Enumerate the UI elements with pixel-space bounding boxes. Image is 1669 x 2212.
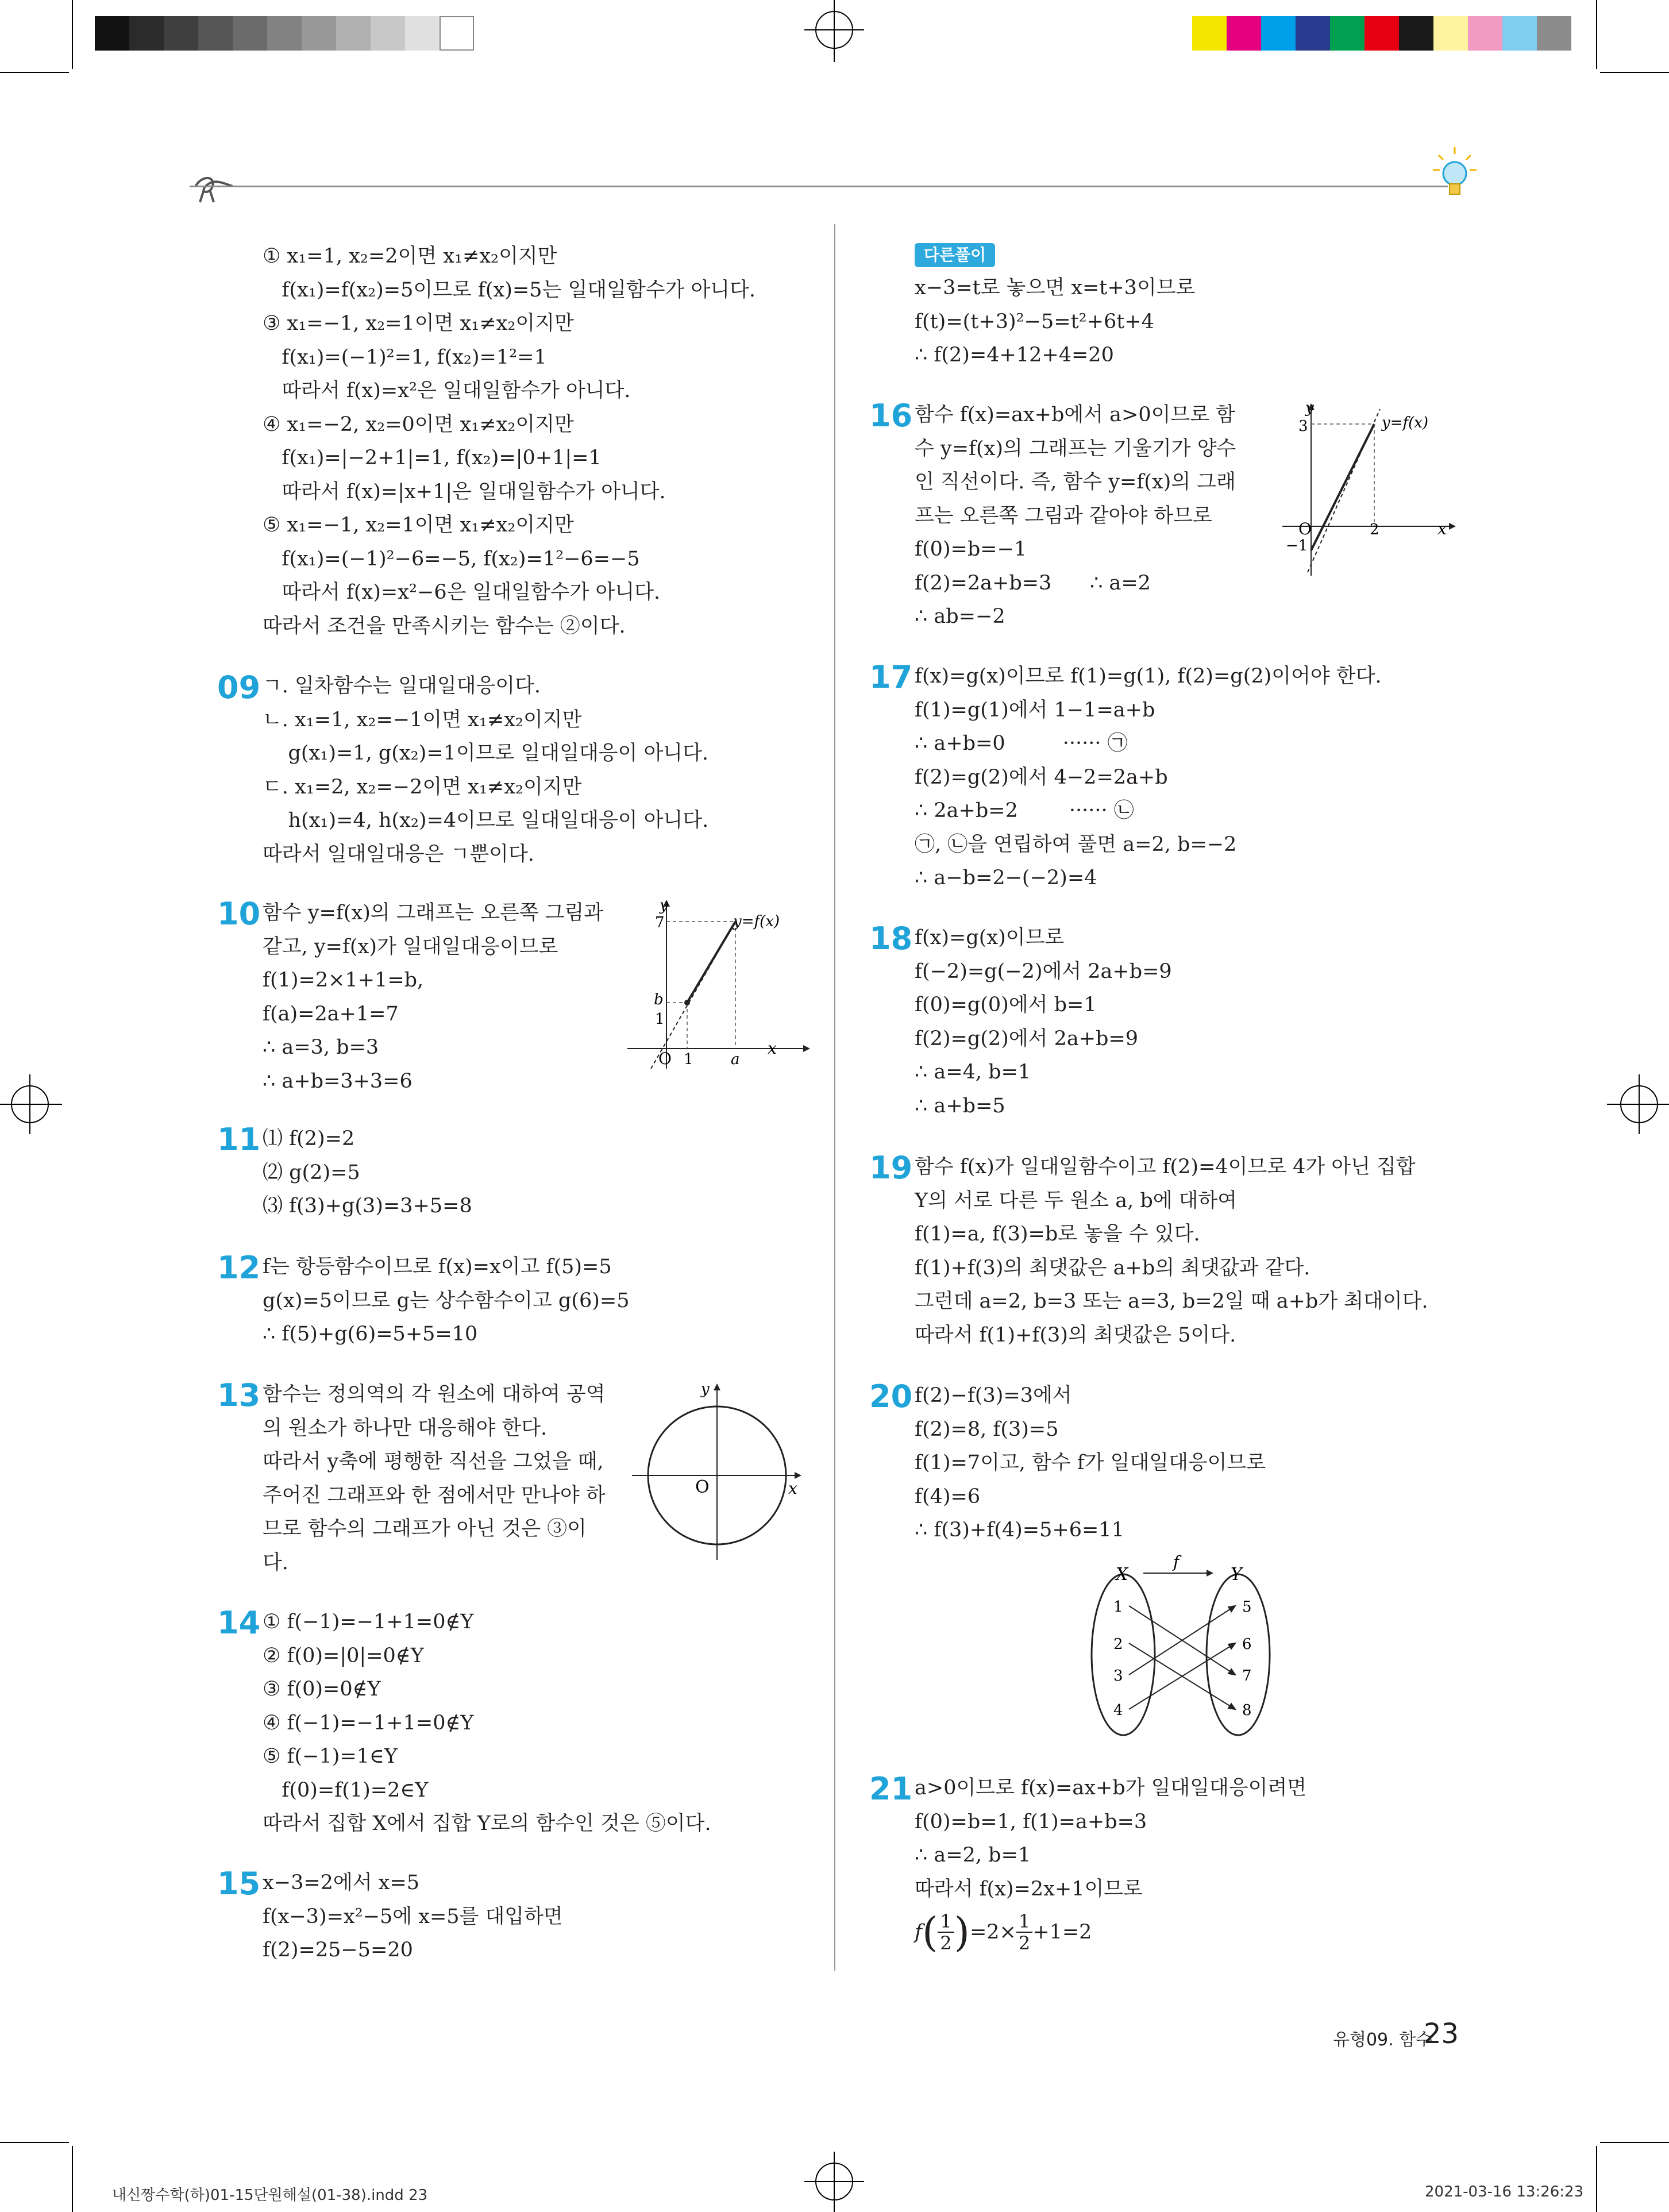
solution-line: f(1)=7이고, 함수 f가 일대일대응이므로 xyxy=(915,1451,1266,1474)
q16-solution xyxy=(915,398,1236,634)
color-swatch xyxy=(1192,16,1227,51)
numerator: 1 xyxy=(1016,1911,1032,1933)
solution-line: ⑤ f(−1)=1∈Y xyxy=(263,1745,398,1768)
arrow-head xyxy=(1228,1643,1235,1649)
color-swatch xyxy=(233,16,267,51)
color-swatch xyxy=(129,16,164,51)
color-swatch xyxy=(1365,16,1399,51)
solution-line: ∴ a=3, b=3 xyxy=(263,1036,379,1059)
fraction xyxy=(1016,1911,1032,1953)
solution-line: f(4)=6 xyxy=(915,1485,981,1508)
color-swatch xyxy=(1330,16,1365,51)
solution-line: 같고, y=f(x)가 일대일대응이므로 xyxy=(263,935,558,958)
solution-line: f(x)=g(x)이므로 xyxy=(915,926,1065,949)
crop-mark xyxy=(0,72,69,73)
solution-line: f(x₁)=|−2+1|=1, f(x₂)=|0+1|=1 xyxy=(263,446,602,469)
set-label-y: Y xyxy=(1231,1564,1242,1585)
footer-filename: 내신짱수학(하)01-15단원해설(01-38).indd 23 xyxy=(112,2187,428,2204)
solution-line: f(x₁)=(−1)²−6=−5, f(x₂)=1²−6=−5 xyxy=(263,547,640,571)
color-swatch xyxy=(1261,16,1296,51)
result: +1=2 xyxy=(1032,1921,1092,1944)
solution-line: ∴ a+b=3+3=6 xyxy=(263,1069,413,1093)
solution-line: ∴ a+b=0 ······ ㉠ xyxy=(915,732,1128,755)
solution-line: 주어진 그래프와 한 점에서만 만나야 하 xyxy=(263,1483,606,1507)
question-number: 20 xyxy=(869,1378,913,1415)
numerator: 1 xyxy=(938,1911,954,1933)
q19-solution xyxy=(915,1150,1428,1352)
origin-label: O xyxy=(658,1049,672,1068)
alternate-solution xyxy=(915,271,1195,372)
q12-solution xyxy=(263,1250,630,1351)
tick-label: a xyxy=(731,1051,740,1068)
axis-label-x: x xyxy=(768,1039,777,1058)
set-label-x: X xyxy=(1116,1564,1128,1585)
domain-element: 1 xyxy=(1113,1598,1123,1616)
solution-line: ∴ f(3)+f(4)=5+6=11 xyxy=(915,1519,1124,1542)
solution-line: ① f(−1)=−1+1=0∉Y xyxy=(263,1610,474,1633)
fraction xyxy=(938,1911,954,1953)
solution-line: f(2)=25−5=20 xyxy=(263,1939,413,1961)
solution-line: f(0)=g(0)에서 b=1 xyxy=(915,993,1097,1016)
q09-solution xyxy=(263,669,708,871)
crop-mark xyxy=(0,2142,69,2143)
solution-line: a>0이므로 f(x)=ax+b가 일대일대응이려면 xyxy=(915,1776,1307,1799)
domain-element: 4 xyxy=(1113,1702,1123,1719)
solution-line: f(1)=g(1)에서 1−1=a+b xyxy=(915,698,1155,722)
color-swatch xyxy=(1537,16,1571,51)
codomain-element: 7 xyxy=(1242,1667,1252,1685)
color-swatch xyxy=(1227,16,1261,51)
domain-element: 2 xyxy=(1113,1636,1123,1653)
crop-mark xyxy=(1596,0,1597,69)
curve-label: y=f(x) xyxy=(733,913,780,930)
question-number: 14 xyxy=(217,1605,261,1641)
color-swatch xyxy=(405,16,440,51)
solution-line: ∴ a−b=2−(−2)=4 xyxy=(915,866,1097,889)
color-swatch xyxy=(1399,16,1433,51)
color-swatch xyxy=(95,16,129,51)
question-number: 19 xyxy=(869,1150,913,1186)
solution-line: ∴ f(2)=4+12+4=20 xyxy=(915,344,1114,367)
solution-line: f(x₁)=f(x₂)=5이므로 f(x)=5는 일대일함수가 아니다. xyxy=(263,278,756,302)
color-swatch xyxy=(1468,16,1502,51)
solution-line: f(x−3)=x²−5에 x=5를 대입하면 xyxy=(263,1905,563,1928)
color-swatch xyxy=(1502,16,1537,51)
solution-line: f(x)=g(x)이므로 f(1)=g(1), f(2)=g(2)이어야 한다. xyxy=(915,665,1382,688)
solution-line: f(1)+f(3)의 최댓값은 a+b의 최댓값과 같다. xyxy=(915,1256,1310,1280)
solution-line: ⑴ f(2)=2 xyxy=(263,1127,355,1150)
solution-line: f는 항등함수이므로 f(x)=x이고 f(5)=5 xyxy=(263,1255,612,1278)
curve-label: y=f(x) xyxy=(1382,414,1429,431)
alternate-solution-tag: 다른풀이 xyxy=(915,243,995,267)
lightbulb-icon xyxy=(1432,144,1478,207)
solution-line: f(a)=2a+1=7 xyxy=(263,1002,399,1026)
solution-line: 다. xyxy=(263,1551,288,1574)
question-number: 21 xyxy=(869,1771,913,1807)
solution-line: f(2)=8, f(3)=5 xyxy=(915,1417,1059,1441)
solution-line: ㄷ. x₁=2, x₂=−2이면 x₁≠x₂이지만 xyxy=(263,775,582,799)
solution-line: ⑤ x₁=−1, x₂=1이면 x₁≠x₂이지만 xyxy=(263,514,574,537)
solution-line: ④ x₁=−2, x₂=0이면 x₁≠x₂이지만 xyxy=(263,413,574,436)
solution-line: ⑵ g(2)=5 xyxy=(263,1161,360,1184)
color-swatch xyxy=(302,16,336,51)
color-swatch xyxy=(1433,16,1468,51)
column-divider xyxy=(834,224,835,1971)
header-rule xyxy=(190,186,1448,187)
solution-line: 그런데 a=2, b=3 또는 a=3, b=2일 때 a+b가 최대이다. xyxy=(915,1290,1428,1313)
page-label: 유형09. 함수 xyxy=(1333,2030,1433,2050)
q16-graph xyxy=(1275,396,1465,580)
crop-mark xyxy=(1600,2142,1669,2143)
q10-solution xyxy=(263,896,603,1098)
solution-line: 따라서 f(1)+f(3)의 최댓값은 5이다. xyxy=(915,1323,1236,1347)
q14-solution xyxy=(263,1605,711,1841)
solution-line: ∴ 2a+b=2 ······ ㉡ xyxy=(915,799,1134,822)
solution-line: f(1)=2×1+1=b, xyxy=(263,969,424,992)
arrow-head xyxy=(1228,1669,1235,1675)
page-number: 23 xyxy=(1424,2018,1459,2050)
solution-line: 따라서 f(x)=x²−6은 일대일함수가 아니다. xyxy=(263,581,661,604)
solution-line: x−3=2에서 x=5 xyxy=(263,1871,420,1894)
tick-label: 7 xyxy=(655,914,665,931)
color-swatch xyxy=(267,16,302,51)
solution-line: ∴ f(5)+g(6)=5+5=10 xyxy=(263,1323,478,1346)
solution-line: 따라서 f(x)=x²은 일대일함수가 아니다. xyxy=(263,379,631,402)
solution-line: 따라서 f(x)=|x+1|은 일대일함수가 아니다. xyxy=(263,480,666,503)
question-number: 15 xyxy=(217,1866,261,1902)
solution-line: ② f(0)=|0|=0∉Y xyxy=(263,1644,424,1667)
func-name: f xyxy=(915,1921,922,1944)
solution-line: f(2)=g(2)에서 2a+b=9 xyxy=(915,1027,1139,1050)
axis-label-x: x xyxy=(1437,519,1447,538)
solution-line: f(0)=f(1)=2∈Y xyxy=(263,1778,429,1802)
q18-solution xyxy=(915,921,1172,1123)
tick-label: b xyxy=(654,991,664,1008)
equals-two-times: =2× xyxy=(969,1921,1016,1944)
q13-graph xyxy=(626,1379,810,1563)
q17-solution xyxy=(915,660,1382,895)
q11-solution xyxy=(263,1122,472,1223)
color-swatch xyxy=(198,16,233,51)
question-number: 12 xyxy=(217,1250,261,1286)
solution-line: x−3=t로 놓으면 x=t+3이므로 xyxy=(915,276,1196,299)
solution-line: 프는 오른쪽 그림과 같아야 하므로 xyxy=(915,504,1212,527)
solution-line: f(2)−f(3)=3에서 xyxy=(915,1384,1072,1407)
solution-line: ㉠, ㉡을 연립하여 풀면 a=2, b=−2 xyxy=(915,833,1237,856)
denominator: 2 xyxy=(1018,1932,1031,1954)
solution-line: f(0)=b=1, f(1)=a+b=3 xyxy=(915,1810,1147,1833)
axis-label-y: y xyxy=(1305,399,1314,417)
q20-solution xyxy=(915,1379,1266,1547)
solution-line: f(2)=2a+b=3 ∴ a=2 xyxy=(915,571,1151,595)
registration-mark xyxy=(804,2152,865,2212)
solution-line: f(0)=b=−1 xyxy=(915,538,1027,561)
solution-line: 의 원소가 하나만 대응해야 한다. xyxy=(263,1416,548,1440)
solution-line: f(−2)=g(−2)에서 2a+b=9 xyxy=(915,959,1172,983)
q10-graph xyxy=(620,896,816,1074)
q21-final-expression xyxy=(915,1906,1092,1958)
color-swatch xyxy=(440,16,474,51)
color-swatch xyxy=(371,16,405,51)
solution-line: 수 y=f(x)의 그래프는 기울기가 양수 xyxy=(915,437,1236,460)
origin-label: O xyxy=(695,1477,710,1497)
origin-label: O xyxy=(1298,519,1312,538)
solution-line: 따라서 y축에 평행한 직선을 그었을 때, xyxy=(263,1450,604,1473)
axis-label-y: y xyxy=(701,1381,710,1398)
tick-label: −1 xyxy=(1286,537,1308,554)
solution-line: 인 직선이다. 즉, 함수 y=f(x)의 그래 xyxy=(915,471,1236,494)
solution-line: Y의 서로 다른 두 원소 a, b에 대하여 xyxy=(915,1189,1238,1212)
codomain-element: 8 xyxy=(1242,1702,1252,1719)
q15-solution xyxy=(263,1866,563,1967)
solution-line: g(x₁)=1, g(x₂)=1이므로 일대일대응이 아니다. xyxy=(263,742,709,765)
q20-mapping-diagram xyxy=(1080,1551,1287,1747)
question-number: 09 xyxy=(217,669,261,706)
denominator: 2 xyxy=(940,1932,952,1954)
solution-line: 따라서 일대일대응은 ㄱ뿐이다. xyxy=(263,842,534,866)
question-number: 11 xyxy=(217,1122,261,1158)
question-number: 18 xyxy=(869,920,913,957)
registration-mark xyxy=(1607,1074,1669,1135)
paren-close: ) xyxy=(954,1909,970,1956)
color-swatch xyxy=(164,16,198,51)
solution-line: ∴ a+b=5 xyxy=(915,1094,1005,1117)
solution-line: 함수 f(x)가 일대일함수이고 f(2)=4이므로 4가 아닌 집합 xyxy=(915,1155,1416,1178)
tick-label: 3 xyxy=(1298,418,1308,435)
solution-line: ③ x₁=−1, x₂=1이면 x₁≠x₂이지만 xyxy=(263,312,574,335)
arrow-head xyxy=(1228,1704,1235,1709)
question-number: 13 xyxy=(217,1377,261,1413)
footer-timestamp: 2021-03-16 13:26:23 xyxy=(1425,2183,1584,2201)
registration-mark xyxy=(804,0,865,63)
q08-continued xyxy=(263,240,756,643)
domain-element: 3 xyxy=(1113,1667,1123,1685)
solution-line: ④ f(−1)=−1+1=0∉Y xyxy=(263,1711,474,1735)
solution-line: ∴ a=2, b=1 xyxy=(915,1844,1031,1867)
solution-line: 따라서 조건을 만족시키는 함수는 ②이다. xyxy=(263,614,626,638)
solution-line: 함수 f(x)=ax+b에서 a>0이므로 함 xyxy=(915,403,1235,426)
solution-line: ∴ a=4, b=1 xyxy=(915,1061,1031,1084)
solution-line: ㄴ. x₁=1, x₂=−1이면 x₁≠x₂이지만 xyxy=(263,708,582,731)
question-number: 16 xyxy=(869,398,913,434)
codomain-element: 6 xyxy=(1242,1636,1252,1653)
arrow-head xyxy=(1228,1606,1235,1612)
tick-label: 1 xyxy=(655,1011,665,1028)
solution-line: f(2)=g(2)에서 4−2=2a+b xyxy=(915,765,1168,789)
solution-line: 따라서 집합 X에서 집합 Y로의 함수인 것은 ⑤이다. xyxy=(263,1812,711,1835)
solution-line: h(x₁)=4, h(x₂)=4이므로 일대일대응이 아니다. xyxy=(263,809,709,832)
function-label: f xyxy=(1173,1552,1180,1571)
solution-line: f(1)=a, f(3)=b로 놓을 수 있다. xyxy=(915,1223,1200,1246)
solution-line: f(x₁)=(−1)²=1, f(x₂)=1²=1 xyxy=(263,345,547,369)
solution-line: ⑶ f(3)+g(3)=3+5=8 xyxy=(263,1194,472,1217)
color-swatch xyxy=(1296,16,1330,51)
tick-label: 1 xyxy=(684,1051,693,1068)
solution-line: ㄱ. 일차함수는 일대일대응이다. xyxy=(263,675,541,697)
codomain-element: 5 xyxy=(1242,1598,1252,1616)
solution-line: g(x)=5이므로 g는 상수함수이고 g(6)=5 xyxy=(263,1289,630,1312)
solution-line: 함수 y=f(x)의 그래프는 오른쪽 그림과 xyxy=(263,901,604,924)
tick-label: 2 xyxy=(1370,521,1379,538)
crop-mark xyxy=(1600,72,1669,73)
crop-mark xyxy=(72,2146,73,2212)
solution-line: 므로 함수의 그래프가 아닌 것은 ③이 xyxy=(263,1517,587,1540)
solution-line: 함수는 정의역의 각 원소에 대하여 공역 xyxy=(263,1383,606,1406)
q21-solution xyxy=(915,1771,1306,1906)
color-swatch xyxy=(336,16,371,51)
question-number: 10 xyxy=(217,896,261,932)
axis-label-y: y xyxy=(660,897,668,914)
solution-line: f(t)=(t+3)²−5=t²+6t+4 xyxy=(915,310,1154,333)
solution-line: ∴ ab=−2 xyxy=(915,605,1005,628)
crop-mark xyxy=(1596,2146,1597,2212)
solution-line: ① x₁=1, x₂=2이면 x₁≠x₂이지만 xyxy=(263,245,557,268)
crop-mark xyxy=(72,0,73,69)
q13-solution xyxy=(263,1378,606,1579)
question-number: 17 xyxy=(869,659,913,695)
ribbon-icon xyxy=(190,172,236,207)
solution-line: 따라서 f(x)=2x+1이므로 xyxy=(915,1877,1143,1901)
solution-line: ③ f(0)=0∉Y xyxy=(263,1678,381,1701)
axis-label-x: x xyxy=(788,1479,797,1498)
registration-mark xyxy=(0,1074,63,1135)
paren-open: ( xyxy=(922,1909,938,1956)
